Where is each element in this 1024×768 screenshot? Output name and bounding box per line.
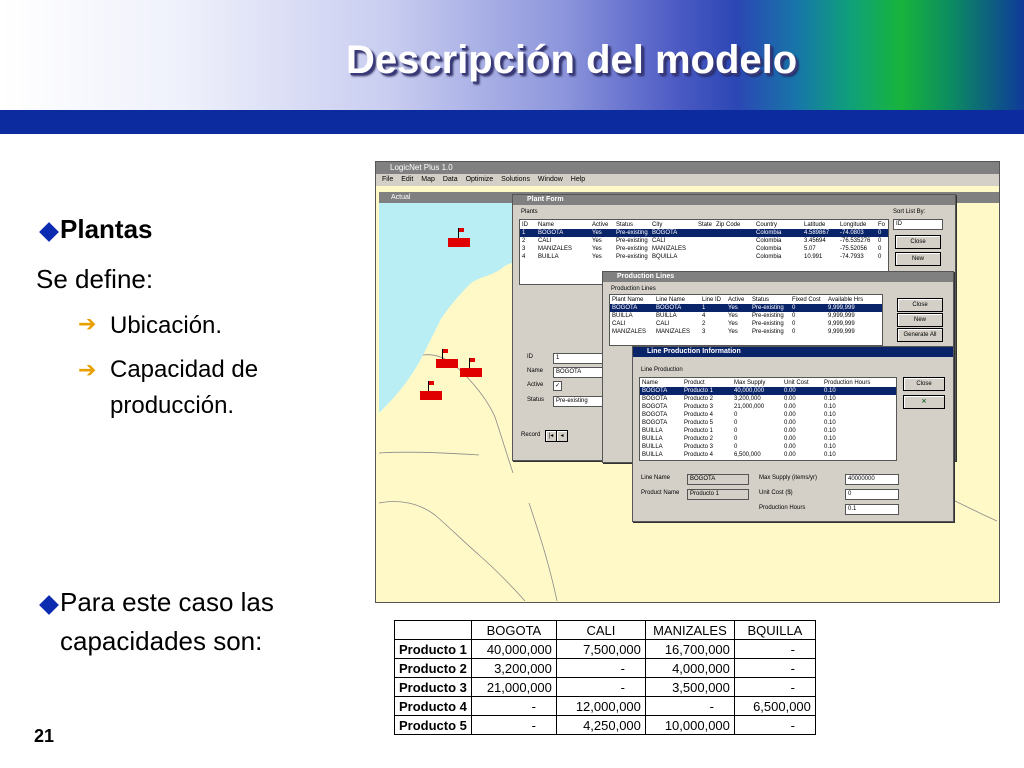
grid-header-cell: Name (538, 222, 555, 228)
capacity-row (395, 697, 816, 716)
grid-cell: 0.00 (784, 412, 796, 418)
grid-cell: -74.7933 (840, 254, 864, 260)
grid-cell: MANIZALES (538, 246, 573, 252)
grid-cell: 0 (792, 313, 796, 319)
grid-cell: 21,000,000 (734, 404, 765, 410)
info-excel-button[interactable]: ✕ (903, 395, 945, 409)
lines-close-button[interactable]: Close (897, 298, 943, 312)
grid-cell: 0 (878, 238, 882, 244)
grid-cell: 4 (522, 254, 526, 260)
flag-pennant (429, 381, 434, 385)
map-window-title: Actual (391, 194, 411, 201)
capacity-table-body (395, 621, 816, 735)
production-hours-label: Production Hours (759, 505, 806, 511)
flag-pennant (459, 228, 464, 232)
grid-cell: BQUILLA (652, 254, 678, 260)
product-name-field[interactable]: Producto 1 (687, 489, 749, 500)
capacity-product-cell: Producto 1 (395, 640, 472, 659)
active-label: Active (527, 382, 544, 388)
grid-cell: 0.00 (784, 388, 796, 394)
grid-cell: 0 (792, 321, 796, 327)
grid-header-cell: Country (756, 222, 778, 228)
grid-cell: CALI (538, 238, 552, 244)
grid-cell: Yes (592, 254, 602, 260)
record-first-button[interactable]: |◂ (545, 430, 557, 442)
grid-header-cell: Line ID (702, 297, 722, 303)
grid-selected-row[interactable] (520, 229, 888, 237)
grid-cell: MANIZALES (652, 246, 687, 252)
grid-cell: 0 (792, 305, 796, 311)
grid-cell: 2 (702, 321, 706, 327)
capacity-value-cell: 6,500,000 (734, 697, 815, 716)
grid-cell: CALI (656, 321, 670, 327)
capacity-value-cell: 4,000,000 (645, 659, 734, 678)
capacity-row (395, 716, 816, 735)
line-production-grid[interactable] (639, 377, 897, 461)
capacity-value-cell: 40,000,000 (471, 640, 556, 659)
grid-cell: BOGOTA (652, 230, 678, 236)
plant-marker-cali[interactable] (420, 391, 442, 400)
grid-cell: 40,000,000 (734, 388, 765, 394)
grid-cell: 2 (522, 238, 526, 244)
capacity-value-cell: 21,000,000 (471, 678, 556, 697)
grid-cell: 0.00 (784, 428, 796, 434)
product-name-label: Product Name (641, 490, 680, 496)
lines-generate-all-button[interactable]: Generate All (897, 328, 943, 342)
grid-cell: Producto 2 (684, 436, 714, 442)
line-name-label: Line Name (641, 475, 671, 481)
capacity-row (395, 640, 816, 659)
grid-cell: Yes (728, 329, 738, 335)
grid-cell: BUILLA (538, 254, 559, 260)
plant-marker-bogota[interactable] (460, 368, 482, 377)
max-supply-field[interactable]: 40000000 (845, 474, 899, 485)
production-hours-field[interactable]: 0.1 (845, 504, 899, 515)
grid-cell: 3,200,000 (734, 396, 761, 402)
capacity-product-cell: Producto 3 (395, 678, 472, 697)
grid-cell: CALI (612, 321, 626, 327)
grid-cell: Producto 5 (684, 420, 714, 426)
bullet-diamond-icon (39, 222, 59, 242)
grid-header-cell: Max Supply (734, 380, 766, 386)
capacity-value-cell: 3,200,000 (471, 659, 556, 678)
grid-cell: BUILLA (642, 436, 663, 442)
menu-help[interactable]: Help (570, 176, 586, 183)
grid-cell: Yes (728, 321, 738, 327)
grid-cell: Pre-existing (752, 321, 784, 327)
production-lines-title-bar (603, 272, 953, 282)
grid-cell: 0 (734, 436, 738, 442)
sub-capacidad-line1: Capacidad de (110, 356, 259, 383)
grid-cell: Pre-existing (752, 329, 784, 335)
capacity-value-cell: 4,250,000 (556, 716, 645, 735)
capacity-value-cell: 12,000,000 (556, 697, 645, 716)
plants-label: Plants (521, 209, 538, 215)
page-number: 21 (34, 726, 55, 746)
menu-solutions[interactable]: Solutions (501, 176, 530, 183)
max-supply-label: Max Supply (items/yr) (759, 475, 818, 481)
grid-cell: 0.00 (784, 396, 796, 402)
capacity-value-cell: - (734, 659, 815, 678)
unit-cost-field[interactable]: 0 (845, 489, 899, 500)
grid-cell: 1 (702, 305, 706, 311)
grid-cell: 10.991 (804, 254, 823, 260)
grid-cell: 0 (878, 230, 882, 236)
grid-cell: Colombia (756, 230, 782, 236)
line-name-field[interactable]: BOGOTA (687, 474, 749, 485)
menu-map[interactable]: Map (421, 176, 435, 183)
grid-cell: Yes (728, 313, 738, 319)
capacity-header-cell: BQUILLA (734, 621, 815, 640)
capacity-value-cell: 16,700,000 (645, 640, 734, 659)
grid-header-cell: State (698, 222, 713, 228)
info-close-button[interactable]: Close (903, 377, 945, 391)
grid-cell: 0.00 (784, 420, 796, 426)
grid-cell: 0.10 (824, 388, 836, 394)
unit-cost-label: Unit Cost ($) (759, 490, 793, 496)
grid-cell: 3 (702, 329, 706, 335)
grid-cell: Producto 4 (684, 412, 714, 418)
grid-cell: 0 (734, 428, 738, 434)
grid-cell: 0.00 (784, 444, 796, 450)
grid-cell: 5.07 (804, 246, 816, 252)
grid-cell: BUILLA (642, 452, 663, 458)
capacity-row (395, 659, 816, 678)
grid-cell: 0.10 (824, 444, 836, 450)
grid-cell: Yes (592, 246, 602, 252)
grid-header-cell: Line Name (656, 297, 686, 303)
menu-window[interactable]: Window (537, 176, 563, 183)
grid-cell: 0.10 (824, 420, 836, 426)
grid-cell: Yes (592, 238, 602, 244)
grid-cell: BOGOTA (642, 412, 668, 418)
grid-cell: 0 (878, 254, 882, 260)
grid-cell: 3.45694 (804, 238, 826, 244)
grid-cell: BOGOTA (642, 396, 668, 402)
capacity-value-cell: - (734, 640, 815, 659)
grid-cell: 0.10 (824, 436, 836, 442)
slide-header-bar (0, 110, 1024, 134)
grid-header-cell: Status (752, 297, 770, 303)
capacity-row (395, 678, 816, 697)
sub-ubicacion: Ubicación. (110, 312, 223, 339)
grid-cell: Producto 3 (684, 404, 714, 410)
grid-header-cell: Plant Name (612, 297, 644, 303)
production-lines-label: Production Lines (611, 286, 656, 292)
capacity-header-cell: CALI (556, 621, 645, 640)
capacity-value-cell: - (471, 697, 556, 716)
grid-cell: -75.52056 (840, 246, 868, 252)
active-checkbox[interactable]: ✓ (555, 383, 561, 389)
plant-close-button[interactable]: Close (895, 235, 941, 249)
grid-header-cell: Longitude (840, 222, 867, 228)
plant-marker-bquilla[interactable] (448, 238, 470, 247)
grid-cell: Yes (592, 230, 602, 236)
menu-file[interactable]: File (382, 176, 394, 183)
plant-marker-manizales[interactable] (436, 359, 458, 368)
grid-cell: Pre-existing (616, 246, 648, 252)
lines-new-button[interactable]: New (897, 313, 943, 327)
capacity-value-cell: - (556, 678, 645, 697)
capacity-header-row (395, 621, 816, 640)
capacity-value-cell: - (471, 716, 556, 735)
line-production-title-bar (633, 347, 953, 357)
grid-cell: BUILLA (642, 428, 663, 434)
grid-cell: Pre-existing (752, 305, 784, 311)
grid-selected-row[interactable] (640, 387, 896, 395)
capacity-value-cell: - (734, 678, 815, 697)
name-field[interactable]: BOGOTA (553, 367, 607, 378)
grid-cell: Pre-existing (752, 313, 784, 319)
grid-cell: 0.10 (824, 396, 836, 402)
grid-header-cell: Active (592, 222, 609, 228)
grid-header-cell: Active (728, 297, 745, 303)
grid-cell: Pre-existing (616, 254, 648, 260)
grid-cell: 9,999,999 (828, 321, 855, 327)
capacity-header-cell (395, 621, 472, 640)
capacity-product-cell: Producto 2 (395, 659, 472, 678)
record-prev-button[interactable]: ◂ (556, 430, 568, 442)
capacity-product-cell: Producto 4 (395, 697, 472, 716)
slide-title: Descripción del modelo (346, 38, 798, 82)
status-label: Status (527, 397, 545, 403)
grid-cell: BUILLA (612, 313, 633, 319)
grid-cell: 4.589867 (804, 230, 830, 236)
bullet-plantas: Plantas (60, 214, 153, 244)
plant-form-title-bar (513, 195, 955, 205)
bullet-para-este-caso-line1: Para este caso las (60, 587, 274, 617)
grid-cell: Pre-existing (616, 238, 648, 244)
flag-pennant (470, 358, 475, 362)
grid-cell: 0.00 (784, 404, 796, 410)
line-production-window (632, 346, 954, 522)
grid-cell: 0.00 (784, 452, 796, 458)
logicnet-screenshot (375, 161, 1000, 603)
status-field[interactable]: Pre-existing (553, 396, 607, 407)
grid-cell: BOGOTA (642, 404, 668, 410)
capacity-value-cell: - (645, 697, 734, 716)
grid-cell: 9,999,999 (828, 313, 855, 319)
arrow-right-icon: ➔ (78, 358, 97, 383)
name-label: Name (527, 368, 544, 374)
grid-header-cell: Production Hours (824, 380, 871, 386)
arrow-right-icon: ➔ (78, 312, 97, 337)
grid-cell: 0 (878, 246, 882, 252)
grid-cell: 4 (702, 313, 706, 319)
line-production-label: Line Production (641, 367, 683, 373)
grid-cell: Producto 2 (684, 396, 714, 402)
capacity-value-cell: - (734, 716, 815, 735)
bullet-para-este-caso-line2: capacidades son: (60, 626, 263, 656)
grid-cell: Colombia (756, 238, 782, 244)
grid-cell: 0.10 (824, 428, 836, 434)
grid-cell: 3 (522, 246, 526, 252)
grid-cell: 1 (522, 230, 526, 236)
grid-cell: BOGOTA (642, 420, 668, 426)
grid-cell: 6,500,000 (734, 452, 761, 458)
grid-cell: 0.00 (784, 436, 796, 442)
define-text: Se define: (36, 264, 154, 294)
id-field[interactable]: 1 (553, 353, 607, 364)
grid-cell: CALI (652, 238, 666, 244)
grid-cell: -74.0803 (840, 230, 864, 236)
grid-header-cell: Status (616, 222, 634, 228)
grid-cell: BOGOTA (656, 305, 682, 311)
bullet-diamond-icon (39, 595, 59, 615)
menu-edit[interactable]: Edit (401, 176, 414, 183)
menu-optimize[interactable]: Optimize (465, 176, 494, 183)
grid-cell: 0 (734, 412, 738, 418)
grid-cell: Pre-existing (616, 230, 648, 236)
grid-header-cell: Fo (878, 222, 886, 228)
app-menu-bar (376, 174, 999, 186)
grid-cell: Yes (728, 305, 738, 311)
grid-cell: Producto 1 (684, 388, 714, 394)
menu-data[interactable]: Data (442, 176, 458, 183)
grid-cell: MANIZALES (656, 329, 691, 335)
grid-header-cell: Fixed Cost (792, 297, 821, 303)
grid-cell: 0 (734, 420, 738, 426)
grid-cell: 0 (734, 444, 738, 450)
grid-cell: BOGOTA (538, 230, 564, 236)
capacity-product-cell: Producto 5 (395, 716, 472, 735)
grid-cell: Colombia (756, 254, 782, 260)
grid-header-cell: Zip Code (716, 222, 741, 228)
capacity-value-cell: 10,000,000 (645, 716, 734, 735)
app-title-bar (376, 162, 999, 174)
grid-header-cell: City (652, 222, 663, 228)
record-label: Record (521, 432, 541, 438)
grid-cell: -76.535276 (840, 238, 871, 244)
capacity-value-cell: 7,500,000 (556, 640, 645, 659)
line-production-title: Line Production Information (647, 348, 741, 355)
grid-cell: BOGOTA (612, 305, 638, 311)
flag-pennant (443, 349, 448, 353)
sort-list-select[interactable]: ID (893, 219, 943, 230)
grid-cell: 0 (792, 329, 796, 335)
production-lines-title: Production Lines (617, 273, 675, 280)
grid-cell: MANIZALES (612, 329, 647, 335)
grid-header-cell: Unit Cost (784, 380, 809, 386)
id-label: ID (527, 354, 533, 360)
grid-header-cell: Available Hrs (828, 297, 864, 303)
capacity-header-cell: BOGOTA (471, 621, 556, 640)
capacity-value-cell: - (556, 659, 645, 678)
grid-cell: Producto 1 (684, 428, 714, 434)
production-lines-grid[interactable] (609, 294, 883, 346)
grid-header-cell: Latitude (804, 222, 826, 228)
grid-cell: BOGOTA (642, 388, 668, 394)
capacity-table (394, 620, 816, 735)
sort-list-label: Sort List By: (893, 209, 926, 215)
app-title: LogicNet Plus 1.0 (390, 163, 453, 172)
grid-cell: BUILLA (642, 444, 663, 450)
capacity-header-cell: MANIZALES (645, 621, 734, 640)
grid-header-cell: ID (522, 222, 528, 228)
grid-cell: Colombia (756, 246, 782, 252)
grid-cell: BUILLA (656, 313, 677, 319)
sub-capacidad-line2: producción. (110, 392, 235, 419)
grid-cell: 9,999,999 (828, 305, 855, 311)
grid-cell: 9,999,999 (828, 329, 855, 335)
grid-cell: 0.10 (824, 404, 836, 410)
plant-new-button[interactable]: New (895, 252, 941, 266)
grid-cell: 0.10 (824, 452, 836, 458)
plant-form-title: Plant Form (527, 196, 564, 203)
grid-cell: 0.10 (824, 412, 836, 418)
capacity-value-cell: 3,500,000 (645, 678, 734, 697)
grid-header-cell: Name (642, 380, 659, 386)
grid-cell: Producto 4 (684, 452, 714, 458)
grid-cell: Producto 3 (684, 444, 714, 450)
grid-header-cell: Product (684, 380, 705, 386)
